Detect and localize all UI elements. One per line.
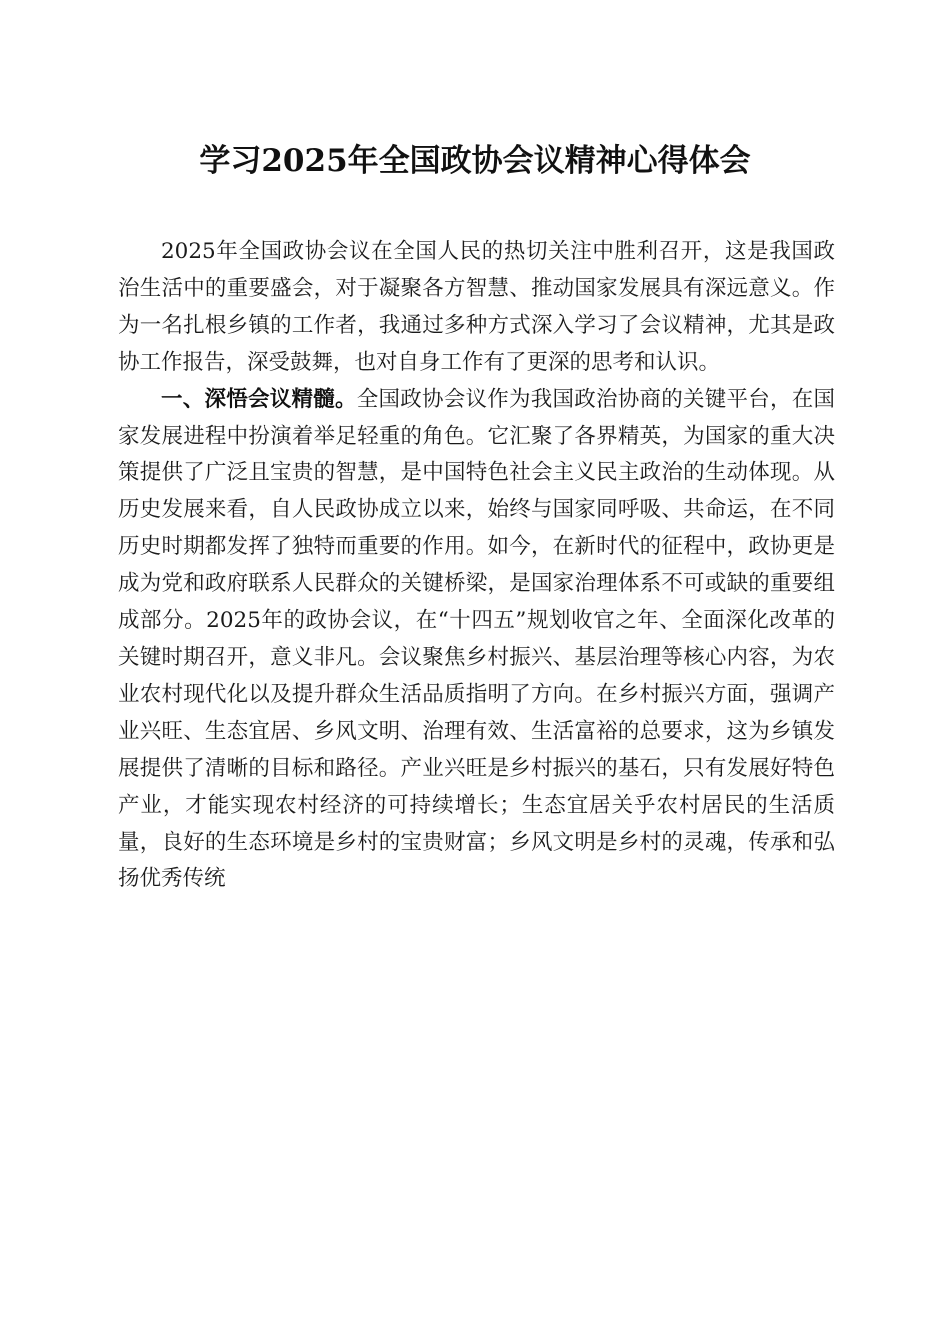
- document-body: [118, 234, 835, 898]
- intro-paragraph: 2025年全国政协会议在全国人民的热切关注中胜利召开，这是我国政治生活中的重要盛会，对于凝聚各方智慧、推动国家发展具有深远意义。作为一名扎根乡镇的工作者，我通过多种方式深入学习了会议精神，尤其是政协工作报告，深受鼓舞，也对自身工作有了更深的思考和认识。: [118, 239, 835, 375]
- document-title: 学习2025年全国政协会议精神心得体会: [199, 143, 751, 179]
- section-one-heading: 一、深悟会议精髓。: [161, 386, 357, 412]
- section-one-body: 全国政协会议作为我国政治协商的关键平台，在国家发展进程中扮演着举足轻重的角色。它汇聚了各界精英，为国家的重大决策提供了广泛且宝贵的智慧，是中国特色社会主义民主政治的生动体现。从历史发展来看，自人民政协成立以来，始终与国家同呼吸、共命运，在不同历史时期都发挥了独特而重要的作用。如今，在新时代的征程中，政协更是成为党和政府联系人民群众的关键桥梁，是国家治理体系不可或缺的重要组成部分。2025年的政协会议，在“十四五”规划收官之年、全面深化改革的关键时期召开，意义非凡。会议聚焦乡村振兴、基层治理等核心内容，为农业农村现代化以及提升群众生活品质指明了方向。在乡村振兴方面，强调产业兴旺、生态宜居、乡风文明、治理有效、生活富裕的总要求，这为乡镇发展提供了清晰的目标和路径。产业兴旺是乡村振兴的基石，只有发展好特色产业，才能实现农村经济的可持续增长；生态宜居关乎农村居民的生活质量，良好的生态环境是乡村的宝贵财富；乡风文明是乡村的灵魂，传承和弘扬优秀传统: [118, 386, 835, 892]
- section-one-paragraph: [118, 382, 835, 899]
